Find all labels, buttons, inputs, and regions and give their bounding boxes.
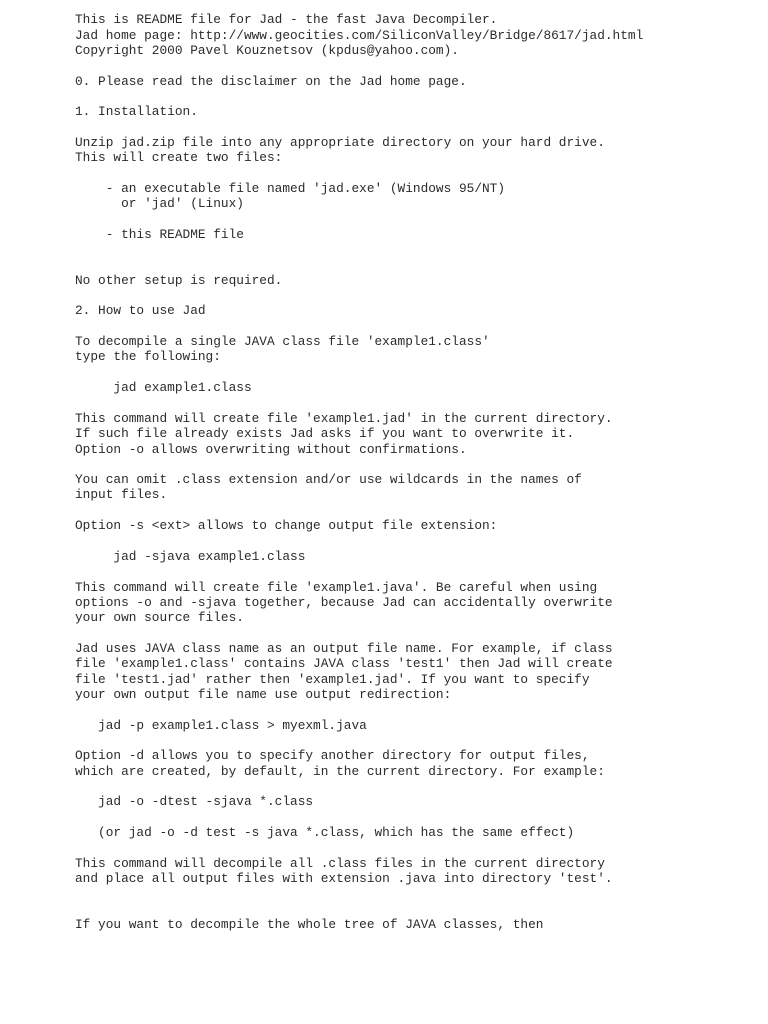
text-line: Unzip jad.zip file into any appropriate directory on your hard drive. [75, 135, 605, 150]
text-line: which are created, by default, in the current directory. For example: [75, 764, 605, 779]
command-line: jad -p example1.class > myexml.java [75, 718, 367, 733]
text-line: You can omit .class extension and/or use wildcards in the names of [75, 472, 582, 487]
disclaimer-line: 0. Please read the disclaimer on the Jad home page. [75, 74, 467, 89]
text-line: This command will decompile all .class files in the current directory [75, 856, 605, 871]
usage-heading: 2. How to use Jad [75, 303, 206, 318]
text-line: type the following: [75, 349, 221, 364]
text-line: your own output file name use output redirection: [75, 687, 452, 702]
list-item: - this README file [75, 227, 244, 242]
command-line: (or jad -o -d test -s java *.class, which has the same effect) [75, 825, 575, 840]
text-line: Option -o allows overwriting without confirmations. [75, 442, 467, 457]
command-line: jad -o -dtest -sjava *.class [75, 794, 314, 809]
text-line: Option -s <ext> allows to change output file extension: [75, 518, 498, 533]
text-line: your own source files. [75, 610, 244, 625]
text-line: file 'example1.class' contains JAVA class 'test1' then Jad will create [75, 656, 613, 671]
text-line: To decompile a single JAVA class file 'example1.class' [75, 334, 490, 349]
text-line: and place all output files with extension .java into directory 'test'. [75, 871, 613, 886]
text-line: No other setup is required. [75, 273, 283, 288]
list-item: or 'jad' (Linux) [75, 196, 244, 211]
text-line: options -o and -sjava together, because Jad can accidentally overwrite [75, 595, 613, 610]
text-line: If you want to decompile the whole tree of JAVA classes, then [75, 917, 544, 932]
text-line: This command will create file 'example1.java'. Be careful when using [75, 580, 598, 595]
header-line: This is README file for Jad - the fast Java Decompiler. [75, 12, 498, 27]
list-item: - an executable file named 'jad.exe' (Windows 95/NT) [75, 181, 506, 196]
homepage-line: Jad home page: http://www.geocities.com/SiliconValley/Bridge/8617/jad.html [75, 28, 644, 43]
text-line: file 'test1.jad' rather then 'example1.jad'. If you want to specify [75, 672, 590, 687]
text-line: Jad uses JAVA class name as an output file name. For example, if class [75, 641, 613, 656]
command-line: jad example1.class [75, 380, 252, 395]
text-line: Option -d allows you to specify another directory for output files, [75, 748, 590, 763]
installation-heading: 1. Installation. [75, 104, 198, 119]
text-line: input files. [75, 487, 168, 502]
text-line: This will create two files: [75, 150, 283, 165]
copyright-line: Copyright 2000 Pavel Kouznetsov (kpdus@yahoo.com). [75, 43, 459, 58]
command-line: jad -sjava example1.class [75, 549, 306, 564]
text-line: This command will create file 'example1.jad' in the current directory. [75, 411, 613, 426]
text-line: If such file already exists Jad asks if you want to overwrite it. [75, 426, 575, 441]
